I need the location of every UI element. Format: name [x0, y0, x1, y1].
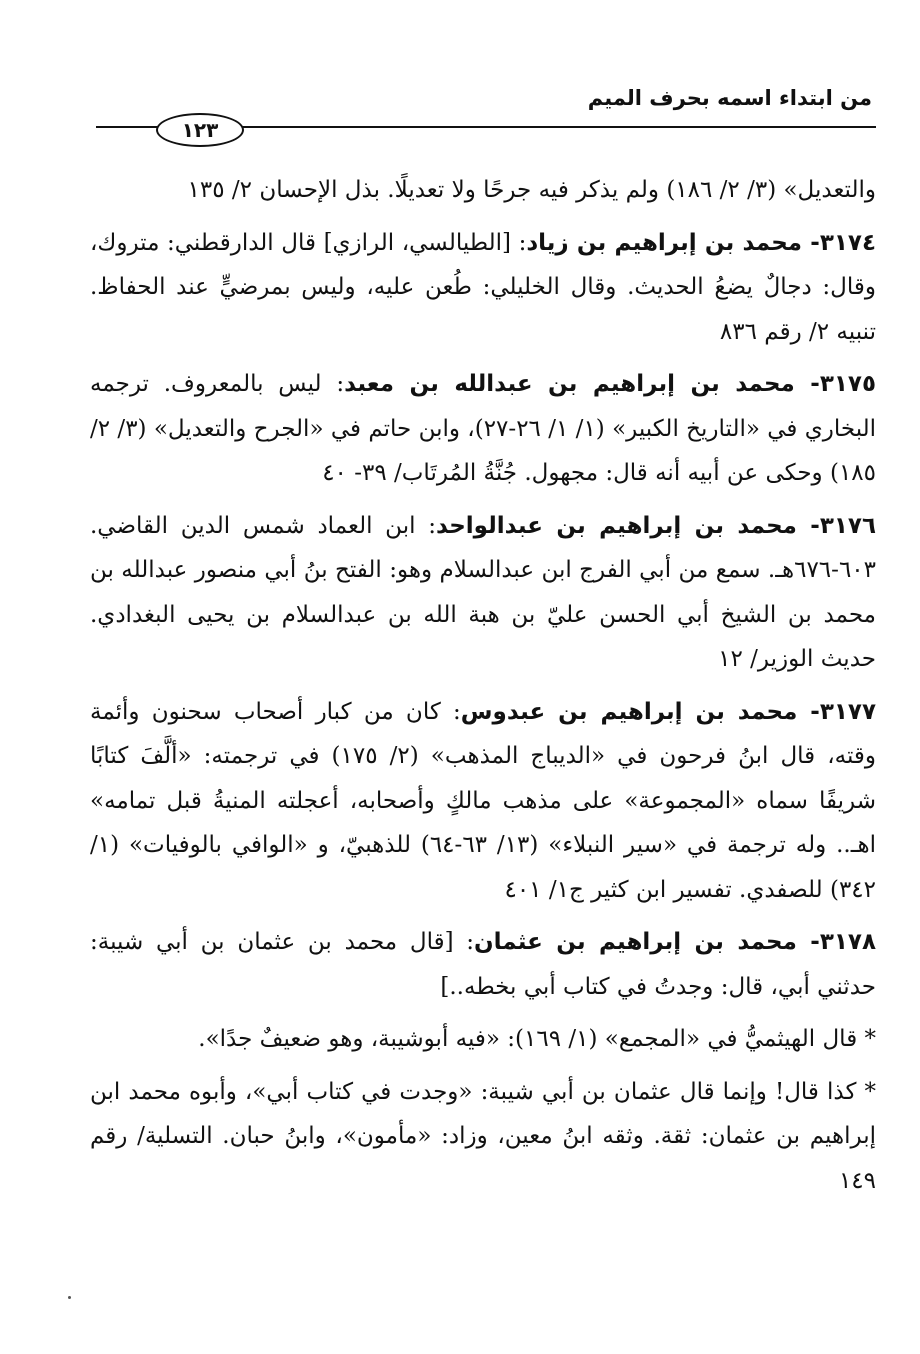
entry-number: ٣١٧٥- [794, 371, 876, 397]
running-header-title: من ابتداء اسمه بحرف الميم [587, 86, 872, 110]
entry-name: محمد بن إبراهيم بن عثمان [474, 929, 797, 955]
page-body [90, 168, 876, 1203]
entry-text: : ابن العماد شمس الدين القاضي. ٦٠٣-٦٧٦هـ. سمع من أبي الفرج ابن عبدالسلام وهو: الفتح بنُ أبي منصور عبدالله بن محمد بن الشيخ أبي الحسن عليّ بن هبة الله بن عبدالسلام بن يحيى البغدادي. حديث الوزير/ ١٢ [90, 512, 876, 672]
paragraph-text: * كذا قال! وإنما قال عثمان بن أبي شيبة: «وجدت في كتاب أبي»، وأبوه محمد ابن إبراهيم بن عثمان: ثقة. وثقه ابنُ معين، وزاد: «مأمون»، وابنُ حبان. التسلية/ رقم ١٤٩ [90, 1078, 876, 1194]
entry-text: : [الطيالسي، الرازي] قال الدارقطني: متروك، وقال: دجالٌ يضعُ الحديث. وقال الخليلي: طُعن عليه، وليس بمرضيٍّ عند الحفاظ. تنبيه ٢/ رقم ٨٣٦ [90, 229, 876, 345]
entry-name: محمد بن إبراهيم بن زياد [526, 229, 803, 256]
entry-name: محمد بن إبراهيم بن عبدالواحد [435, 512, 797, 539]
entry-3178 [90, 920, 876, 1009]
entry-name: محمد بن إبراهيم بن عبدوس [460, 698, 798, 725]
entry-3175 [90, 362, 876, 496]
entry-number: ٣١٧٧- [797, 698, 876, 725]
scan-speck [68, 1296, 71, 1299]
entry-3176 [90, 504, 876, 682]
entry-number: ٣١٧٨- [796, 929, 876, 955]
entry-name: محمد بن إبراهيم بن عبدالله بن معبد [344, 371, 795, 397]
note-paragraph [90, 1070, 876, 1204]
note-paragraph [90, 1017, 876, 1062]
paragraph-continuation [90, 168, 876, 213]
page-number-oval: ١٢٣ [156, 113, 244, 147]
paragraph-text: * قال الهيثميُّ في «المجمع» (١/ ١٦٩): «فيه أبوشيبة، وهو ضعيفٌ جدًا». [198, 1026, 876, 1052]
entry-text: : ليس بالمعروف. ترجمه البخاري في «التاريخ الكبير» (١/ ١/ ٢٦-٢٧)، وابن حاتم في «الجرح والتعديل» (٣/ ٢/ ١٨٥) وحكى عن أبيه أنه قال: مجهول. جُنَّةُ المُرتَاب/ ٣٩- ٤٠ [90, 371, 877, 486]
entry-text: : كان من كبار أصحاب سحنون وأئمة وقته، قال ابنُ فرحون في «الديباج المذهب» (٢/ ١٧٥) في ترجمته: «ألَّفَ كتابًا شريفًا سماه «المجموعة» على مذهب مالكٍ وأصحابه، أعجلته المنيةُ قبل تمامه» اهـ.. وله ترجمة في «سير النبلاء» (١٣/ ٦٣-٦٤) للذهبيّ، و «الوافي بالوفيات» (١/ ٣٤٢) للصفدي. تفسير ابن كثير ج١/ ٤٠١ [90, 698, 876, 903]
entry-text: : [قال محمد بن عثمان بن أبي شيبة: حدثني أبي، قال: وجدتُ في كتاب أبي بخطه..] [90, 929, 876, 1000]
entry-number: ٣١٧٤- [802, 229, 877, 256]
entry-3177 [90, 690, 876, 913]
entry-number: ٣١٧٦- [796, 512, 876, 539]
entry-3174 [90, 221, 876, 355]
paragraph-text: والتعديل» (٣/ ٢/ ١٨٦) ولم يذكر فيه جرحًا ولا تعديلًا. بذل الإحسان ٢/ ١٣٥ [187, 177, 876, 203]
